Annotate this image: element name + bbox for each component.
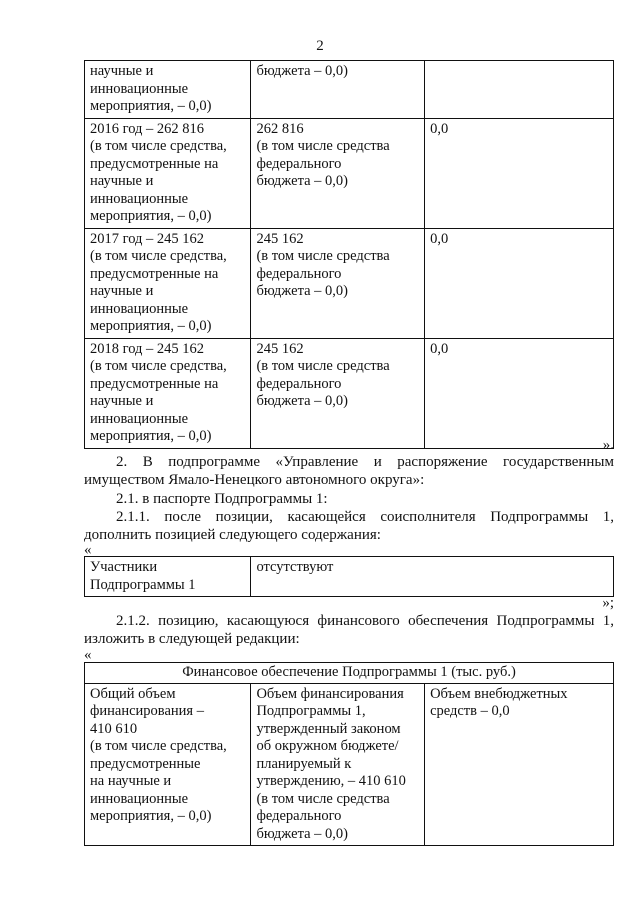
table-row	[85, 338, 614, 448]
table-cell: 2018 год – 245 162 (в том числе средства, предусмотренные на научные и инновационные мероприятия, – 0,0)	[85, 338, 251, 448]
financing-by-year-table	[84, 60, 614, 449]
paragraph-2-1-1	[84, 508, 614, 544]
table-row	[85, 557, 614, 597]
table-cell-value: отсутствуют	[251, 557, 614, 597]
paragraph-line: 2.1.2. позицию, касающуюся финансового обеспечения Подпрограммы 1,	[116, 613, 614, 629]
page-number: 2	[316, 38, 324, 54]
table-cell-label: Участники Подпрограммы 1	[85, 557, 251, 597]
table-cell: Объем финансирования Подпрограммы 1, утвержденный законом об окружном бюджете/ планируемый к утверждению, – 410 610 (в том числе средства федерального бюджета – 0,0)	[251, 683, 425, 846]
table-cell: научные и инновационные мероприятия, – 0,0)	[85, 61, 251, 119]
table-cell: Объем внебюджетных средств – 0,0	[425, 683, 614, 846]
table-cell: 2017 год – 245 162 (в том числе средства, предусмотренные на научные и инновационные мероприятия, – 0,0)	[85, 228, 251, 338]
paragraph-line: имуществом Ямало-Ненецкого автономного округа»:	[84, 472, 425, 488]
opening-quote-mark: «	[84, 542, 92, 558]
table-row	[85, 61, 614, 119]
opening-quote-mark: «	[84, 647, 92, 663]
table-row	[85, 683, 614, 846]
financial-support-table	[84, 662, 614, 846]
closing-quote-mark: »;	[602, 595, 614, 611]
table-cell: 262 816 (в том числе средства федерального бюджета – 0,0)	[251, 118, 425, 228]
paragraph-2-1-2	[84, 612, 614, 648]
table-cell: 245 162 (в том числе средства федерального бюджета – 0,0)	[251, 228, 425, 338]
table-cell	[425, 61, 614, 119]
paragraph-line: 2.1.1. после позиции, касающейся соисполнителя Подпрограммы 1,	[116, 509, 614, 525]
paragraph-line: изложить в следующей редакции:	[84, 631, 300, 647]
closing-quote-mark: ».	[602, 437, 614, 453]
table-cell: 0,0	[425, 228, 614, 338]
paragraph-line: 2. В подпрограмме «Управление и распоряжение государственным	[116, 454, 614, 470]
table-cell: 0,0	[425, 338, 614, 448]
table-cell: 0,0	[425, 118, 614, 228]
table-header-row	[85, 663, 614, 684]
paragraph-line: дополнить позицией следующего содержания:	[84, 527, 381, 543]
table-cell: 2016 год – 262 816 (в том числе средства, предусмотренные на научные и инновационные мероприятия, – 0,0)	[85, 118, 251, 228]
table-cell: 245 162 (в том числе средства федерального бюджета – 0,0)	[251, 338, 425, 448]
table-cell: Общий объем финансирования – 410 610 (в том числе средства, предусмотренные на научные и инновационные мероприятия, – 0,0)	[85, 683, 251, 846]
table-row	[85, 118, 614, 228]
paragraph-2-1: 2.1. в паспорте Подпрограммы 1:	[116, 491, 328, 507]
participants-table	[84, 556, 614, 597]
table-header: Финансовое обеспечение Подпрограммы 1 (тыс. руб.)	[85, 663, 614, 684]
table-cell: бюджета – 0,0)	[251, 61, 425, 119]
paragraph-2	[84, 453, 614, 489]
table-row	[85, 228, 614, 338]
